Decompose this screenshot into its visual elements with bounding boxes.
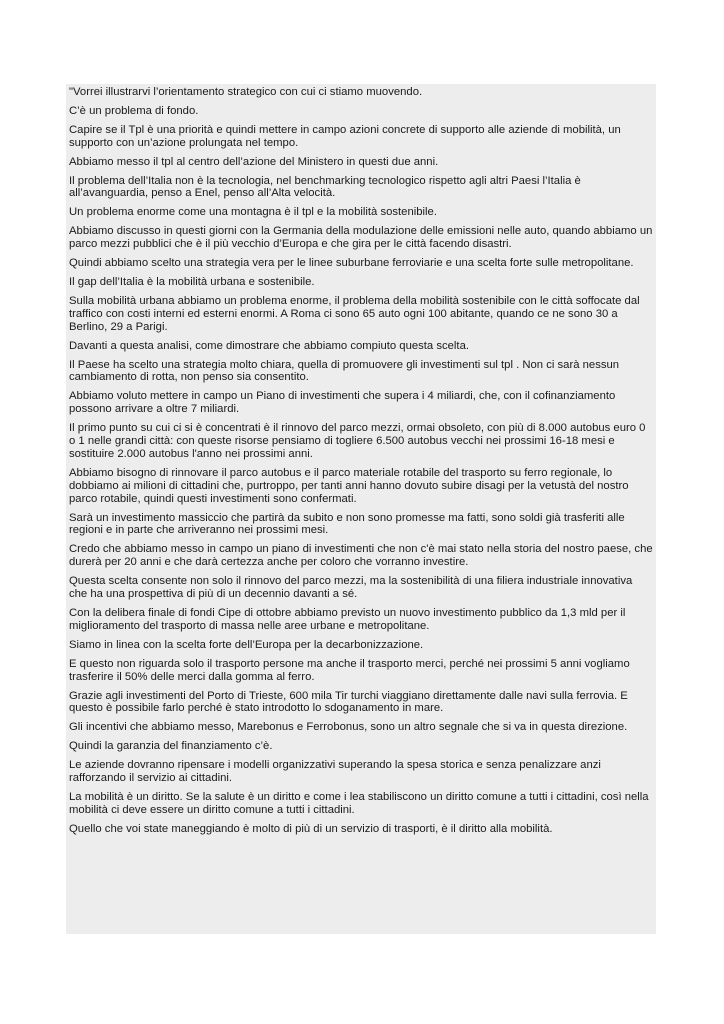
paragraph-9: Il gap dell’Italia è la mobilità urbana e sostenibile. <box>69 275 315 288</box>
paragraph-4: Abbiamo messo il tpl al centro dell’azione del Ministero in questi due anni. <box>69 155 439 168</box>
paragraph-27: Quello che voi state maneggiando è molto di più di un servizio di trasporti, è il diritto alla mobilità. <box>69 822 553 835</box>
paragraph-23: Gli incentivi che abbiamo messo, Marebonus e Ferrobonus, sono un altro segnale che si va in questa direzione. <box>69 721 628 734</box>
paragraph-20: Siamo in linea con la scelta forte dell’Europa per la decarbonizzazione. <box>69 638 424 651</box>
paragraph-16: Sarà un investimento massiccio che partirà da subito e non sono promesse ma fatti, sono soldi già trasferiti alle regioni e in parte che arriveranno nei prossimi mesi. <box>69 511 625 537</box>
paragraph-22: Grazie agli investimenti del Porto di Trieste, 600 mila Tir turchi viaggiano direttamente dalle navi sulla ferrovia. E questo è possibile farlo perché è stato introdotto lo sdoganamento in mare. <box>69 689 628 715</box>
paragraph-25: Le aziende dovranno ripensare i modelli organizzativi superando la spesa storica e senza penalizzare anzi rafforzando il servizio ai cittadini. <box>69 759 601 785</box>
paragraph-13: Abbiamo voluto mettere in campo un Piano di investimenti che supera i 4 miliardi, che, con il cofinanziamento possono arrivare a oltre 7 miliardi. <box>69 390 616 416</box>
paragraph-3: Capire se il Tpl è una priorità e quindi mettere in campo azioni concrete di supporto alle aziende di mobilità, un supporto con un’azione prolungata nel tempo. <box>69 123 621 149</box>
paragraph-7: Abbiamo discusso in questi giorni con la Germania della modulazione delle emissioni nelle auto, quando abbiamo un parco mezzi pubblici che è il più vecchio d’Europa e che gira per le città facendo disastri. <box>69 225 653 251</box>
paragraph-21: E questo non riguarda solo il trasporto persone ma anche il trasporto merci, perché nei prossimi 5 anni vogliamo trasferire il 50% delle merci dalla gomma al ferro. <box>69 657 630 683</box>
paragraph-1: "Vorrei illustrarvi l’orientamento strategico con cui ci stiamo muovendo. <box>69 86 423 98</box>
paragraph-24: Quindi la garanzia del finanziamento c’è. <box>69 740 273 753</box>
paragraph-2: C’è un problema di fondo. <box>69 104 199 117</box>
paragraph-5: Il problema dell’Italia non è la tecnologia, nel benchmarking tecnologico rispetto agli altri Paesi l’Italia è all’avanguardia, penso a Enel, penso all’Alta velocità. <box>69 174 581 200</box>
paragraph-6: Un problema enorme come una montagna è il tpl e la mobilità sostenibile. <box>69 206 437 219</box>
paragraph-18: Questa scelta consente non solo il rinnovo del parco mezzi, ma la sostenibilità di una filiera industriale innovativa che ha una prospettiva di più di un decennio davanti a sé. <box>69 575 633 601</box>
paragraph-19: Con la delibera finale di fondi Cipe di ottobre abbiamo previsto un nuovo investimento pubblico da 1,3 mld per il miglioramento del trasporto di massa nelle aree urbane e metropolitane. <box>69 607 626 632</box>
paragraph-15: Abbiamo bisogno di rinnovare il parco autobus e il parco materiale rotabile del trasporto su ferro regionale, lo dobbiamo ai milioni di cittadini che, purtroppo, per tanti anni hanno dovuto subire disagi per la vetustà del nostro parco rotabile, quindi questi investimenti sono confermati. <box>69 466 629 505</box>
paragraph-17: Credo che abbiamo messo in campo un piano di investimenti che non c'è mai stato nella storia del nostro paese, che durerà per 20 anni e che darà certezza anche per coloro che vorranno investire. <box>69 543 653 569</box>
paragraph-10: Sulla mobilità urbana abbiamo un problema enorme, il problema della mobilità sostenibile con le città soffocate dal traffico con costi interni ed esterni enormi. A Roma ci sono 65 auto ogni 100 abitante, quando ce ne sono 30 a Berlino, 29 a Parigi. <box>69 294 640 333</box>
paragraph-14: Il primo punto su cui ci si è concentrati è il rinnovo del parco mezzi, ormai obsoleto, con più di 8.000 autobus euro 0 o 1 nelle grandi città: con queste risorse pensiamo di togliere 6.500 autobus vecchi nei prossimi 16-18 mesi e sostituire 2.000 autobus l'anno nei prossimi anni. <box>69 422 646 460</box>
paragraph-26: La mobilità è un diritto. Se la salute è un diritto e come i lea stabiliscono un diritto comune a tutti i cittadini, così nella mobilità ci deve essere un diritto comune a tutti i cittadini. <box>69 790 649 816</box>
paragraph-8: Quindi abbiamo scelto una strategia vera per le linee suburbane ferroviarie e una scelta forte sulle metropolitane. <box>69 257 634 270</box>
speech-text-block <box>66 84 656 934</box>
paragraph-11: Davanti a questa analisi, come dimostrare che abbiamo compiuto questa scelta. <box>69 339 469 352</box>
paragraph-12: Il Paese ha scelto una strategia molto chiara, quella di promuovere gli investimenti sul tpl . Non ci sarà nessun cambiamento di rotta, non penso sia consentito. <box>69 358 620 384</box>
